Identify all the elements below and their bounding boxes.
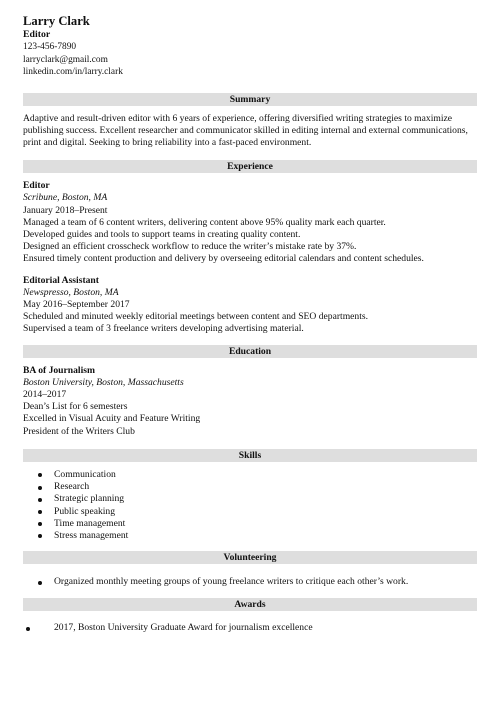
school-name: Boston University, Boston, Massachusetts [23,376,184,388]
volunteering-item: Organized monthly meeting groups of young freelance writers to critique each other’s work. [23,576,477,588]
job-company: Scribune, Boston, MA [23,192,108,204]
education-line: Dean’s List for 6 semesters [23,401,128,413]
skills-list [23,469,477,542]
summary-text: Adaptive and result-driven editor with 6 years of experience, offering diversified writing strategies to maximize publishing success. Excellent researcher and communicator skilled in editing internal and external communications, print and digital. Seeking to bring reliability into a fast-paced environment. [23,112,468,149]
job-line: Designed an efficient crosscheck workflow to reduce the writer’s mistake rate by 37%. [23,241,357,253]
volunteering-list [23,576,477,588]
job-line: Supervised a team of 3 freelance writers developing advertising material. [23,323,304,335]
awards-list [23,622,477,634]
award-item: 2017, Boston University Graduate Award for journalism excellence [23,622,477,634]
job-title: Editorial Assistant [23,274,99,286]
email-address: larryclark@gmail.com [23,54,108,65]
resume-header [23,14,477,79]
section-heading-experience: Experience [23,160,477,173]
linkedin-url: linkedin.com/in/larry.clark [23,67,123,78]
skill-item: Public speaking [23,506,477,518]
job-entry [23,180,477,265]
job-line: Ensured timely content production and delivery by overseeing editorial calendars and content schedules. [23,253,424,265]
phone-number: 123-456-7890 [23,42,77,53]
education-line: Excelled in Visual Acuity and Feature Writing [23,413,201,425]
education-dates: 2014–2017 [23,389,67,401]
section-heading-summary: Summary [23,93,477,106]
section-heading-education: Education [23,345,477,358]
candidate-title: Editor [23,29,51,40]
job-line: Developed guides and tools to support teams in creating quality content. [23,229,301,241]
skill-item: Stress management [23,530,477,542]
skill-item: Strategic planning [23,493,477,505]
education-line: President of the Writers Club [23,425,135,437]
job-line: Scheduled and minuted weekly editorial meetings between content and SEO departments. [23,311,369,323]
skill-item: Communication [23,469,477,481]
job-company: Newspresso, Boston, MA [23,286,119,298]
job-line: Managed a team of 6 content writers, delivering content above 95% quality mark each quarter. [23,216,386,228]
education-entry [23,365,477,438]
skill-item: Time management [23,518,477,530]
section-heading-awards: Awards [23,598,477,611]
skill-item: Research [23,481,477,493]
job-dates: January 2018–Present [23,204,108,216]
degree-title: BA of Journalism [23,364,95,376]
job-dates: May 2016–September 2017 [23,299,130,311]
job-entry [23,275,477,336]
section-heading-skills: Skills [23,449,477,462]
section-heading-volunteering: Volunteering [23,551,477,564]
job-title: Editor [23,180,50,192]
resume-page [23,14,477,635]
candidate-name: Larry Clark [23,14,90,28]
